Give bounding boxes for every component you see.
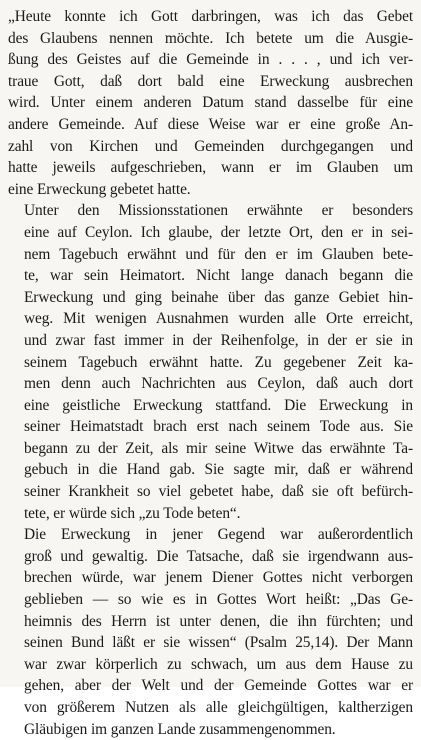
text-line: Unter den Missionsstationen erwähnte er besonders — [24, 202, 413, 220]
text-line: tete, er würde sich „zu Tode beten“. — [24, 504, 241, 522]
text-line: heimnis des Herrn ist unter denen, die ihn fürchten; und — [24, 612, 413, 630]
text-line: men denn auch Nachrichten aus Ceylon, daß auch dort — [24, 375, 413, 393]
text-line: geblieben — so wie es in Gottes Wort heißt: „Das Ge- — [24, 591, 413, 609]
text-line: seiner Krankheit so viel gebetet habe, daß sie oft befürch- — [24, 483, 413, 501]
text-line: brechen würde, war jenem Diener Gottes nicht verborgen — [24, 569, 413, 587]
text-line: des Glaubens nennen möchte. Ich betete um die Ausgie- — [8, 29, 413, 47]
body-text — [8, 6, 413, 740]
text-line: gehen, aber der Welt und der Gemeinde Gottes war er — [24, 677, 413, 695]
text-line: Die Erweckung in jener Gegend war außerordentlich — [24, 526, 413, 544]
paragraph — [8, 6, 413, 200]
text-line: te, war sein Heimatort. Nicht lange danach begann die — [24, 267, 413, 285]
text-line: ßung des Geistes auf die Gemeinde in . . . , und ich ver- — [8, 51, 413, 69]
text-line: Gläubigen im ganzen Lande zusammengenommen. — [24, 720, 336, 738]
text-line: seinen Bund läßt er sie wissen“ (Psalm 25,14). Der Mann — [24, 634, 413, 652]
text-line: eine auf Ceylon. Ich glaube, der letzte Ort, den er in sei- — [24, 223, 413, 241]
text-line: begann zu der Zeit, als mir seine Witwe das erwähnte Ta- — [24, 439, 413, 457]
text-line: weg. Mit wenigen Ausnahmen wurden alle Orte erreicht, — [24, 310, 413, 328]
paragraph — [8, 524, 413, 740]
text-line: traue Gott, daß dort bald eine Erweckung ausbrechen — [8, 72, 413, 90]
text-line: gebuch in die Hand gab. Sie sagte mir, daß er während — [24, 461, 413, 479]
text-line: war zwar körperlich zu schwach, um aus dem Hause zu — [24, 655, 413, 673]
text-line: Erweckung und ging beinahe über das ganze Gebiet hin- — [24, 288, 413, 306]
text-line: groß und gewaltig. Die Tatsache, daß sie irgendwann aus- — [24, 547, 413, 565]
text-line: eine geistliche Erweckung stattfand. Die Erweckung in — [24, 396, 413, 414]
text-line: seinem Tagebuch erwähnt hatte. Zu gegebener Zeit ka- — [24, 353, 413, 371]
text-line: „Heute konnte ich Gott darbringen, was ich das Gebet — [8, 8, 413, 25]
text-line: zahl von Kirchen und Gemeinden durchgegangen und — [8, 137, 413, 155]
text-line: von größerem Nutzen als alle gleichgültigen, kaltherzigen — [24, 699, 413, 716]
text-line: andere Gemeinde. Auf diese Weise war er eine große An- — [8, 115, 413, 133]
text-line: wird. Unter einem anderen Datum stand dasselbe für eine — [8, 94, 413, 112]
paragraph — [8, 200, 413, 524]
text-line: eine Erweckung gebetet hatte. — [8, 180, 191, 198]
text-line: seiner Heimatstadt brach erst nach seinem Tode aus. Sie — [24, 418, 413, 436]
text-line: und zwar fast immer in der Reihenfolge, in der er sie in — [24, 331, 413, 349]
text-line: hatte jeweils aufgeschrieben, wann er im Glauben um — [8, 159, 413, 177]
text-line: nem Tagebuch erwähnt und für den er im Glauben bete- — [24, 245, 413, 263]
